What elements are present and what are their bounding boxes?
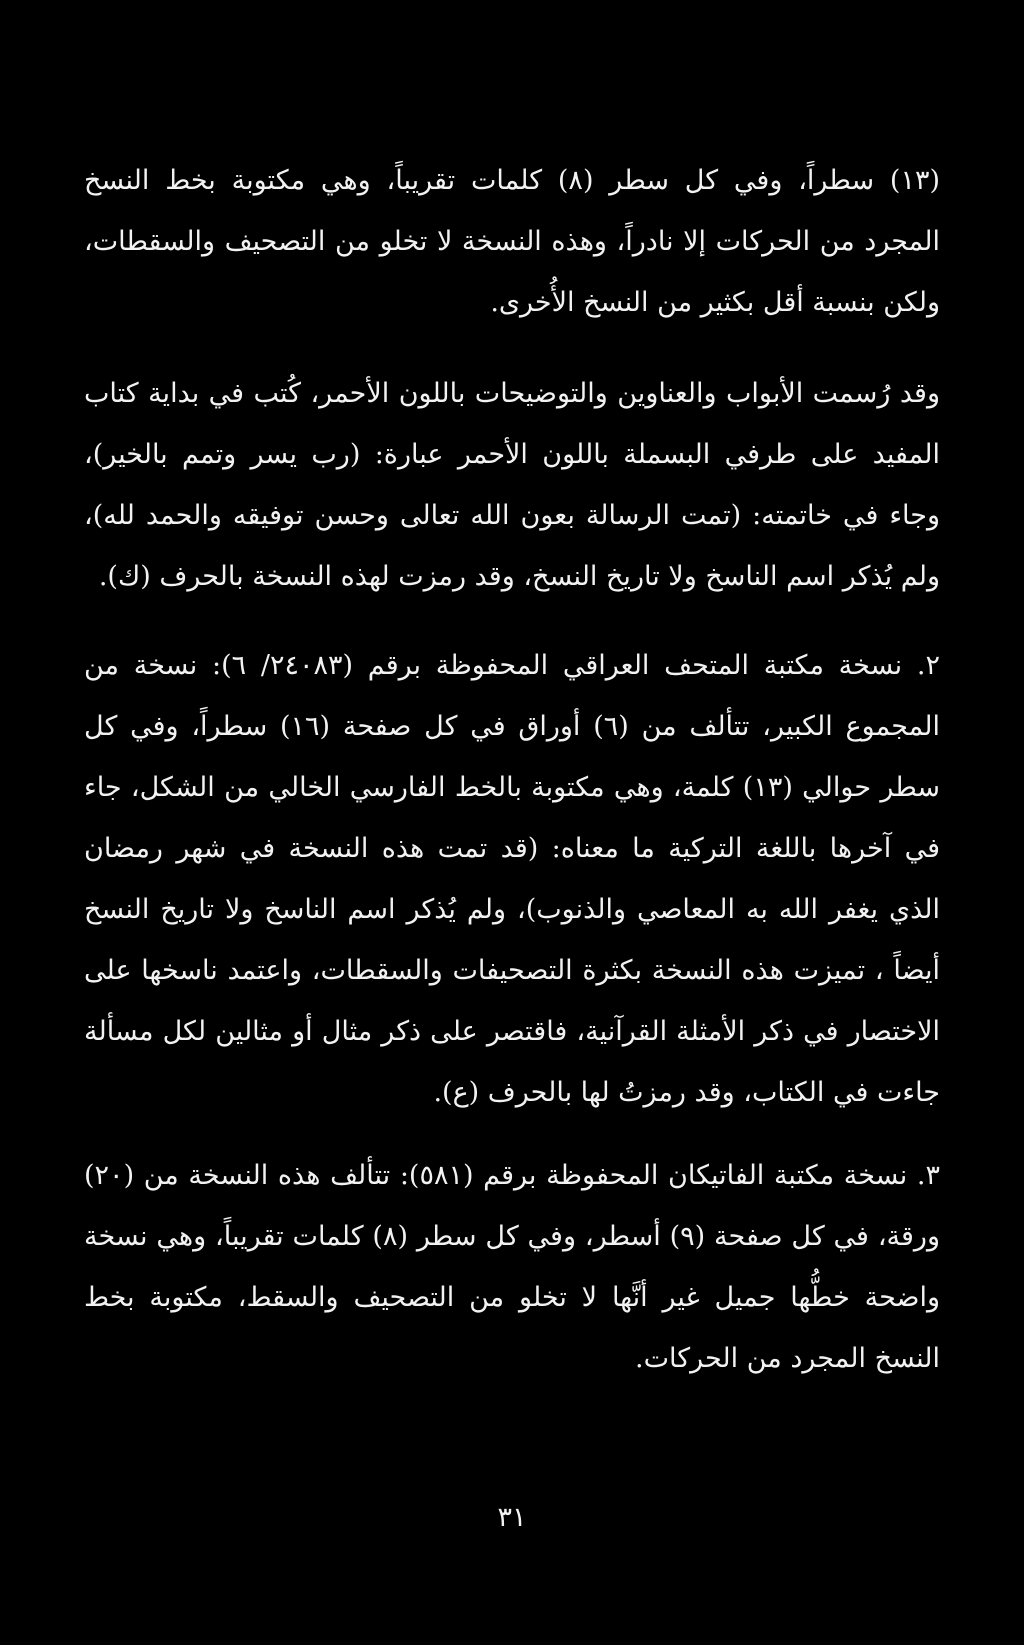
paragraph-vatican-copy: ٣. نسخة مكتبة الفاتيكان المحفوظة برقم (٥٨١): تتألف هذه النسخة من (٢٠) ورقة، في كل صفحة (٩) أسطر، وفي كل سطر (٨) كلمات تقريباً، وهي نسخة واضحة خطُّها جميل غير أنَّها لا تخلو من التصحيف والسقط، مكتوبة بخط النسخ المجرد من الحركات. (84, 1160, 940, 1374)
page-number: ٣١ (497, 1502, 527, 1533)
paragraph-manuscript-description: (١٣) سطراً، وفي كل سطر (٨) كلمات تقريباً، وهي مكتوبة بخط النسخ المجرد من الحركات إلا نادراً، وهذه النسخة لا تخلو من التصحيف والسقطات، ولكن بنسبة أقل بكثير من النسخ الأُخرى. (84, 165, 940, 318)
paragraph-iraqi-museum-copy: ٢. نسخة مكتبة المتحف العراقي المحفوظة برقم (٢٤٠٨٣/ ٦): نسخة من المجموع الكبير، تتألف من (٦) أوراق في كل صفحة (١٦) سطراً، وفي كل سطر حوالي (١٣) كلمة، وهي مكتوبة بالخط الفارسي الخالي من الشكل، جاء في آخرها باللغة التركية ما معناه: (قد تمت هذه النسخة في شهر رمضان الذي يغفر الله به المعاصي والذنوب)، ولم يُذكر اسم الناسخ ولا تاريخ النسخ أيضاً ، تميزت هذه النسخة بكثرة التصحيفات والسقطات، واعتمد ناسخها على الاختصار في ذكر الأمثلة القرآنية، فاقتصر على ذكر مثال أو مثالين لكل مسألة جاءت في الكتاب، وقد رمزتُ لها بالحرف (ع). (84, 650, 940, 1108)
text-body (84, 150, 940, 1389)
paragraph-rubrication-note: وقد رُسمت الأبواب والعناوين والتوضيحات باللون الأحمر، كُتب في بداية كتاب المفيد على طرفي البسملة باللون الأحمر عبارة: (رب يسر وتمم بالخير)، وجاء في خاتمته: (تمت الرسالة بعون الله تعالى وحسن توفيقه والحمد لله)، ولم يُذكر اسم الناسخ ولا تاريخ النسخ، وقد رمزت لهذه النسخة بالحرف (ك). (84, 378, 940, 592)
